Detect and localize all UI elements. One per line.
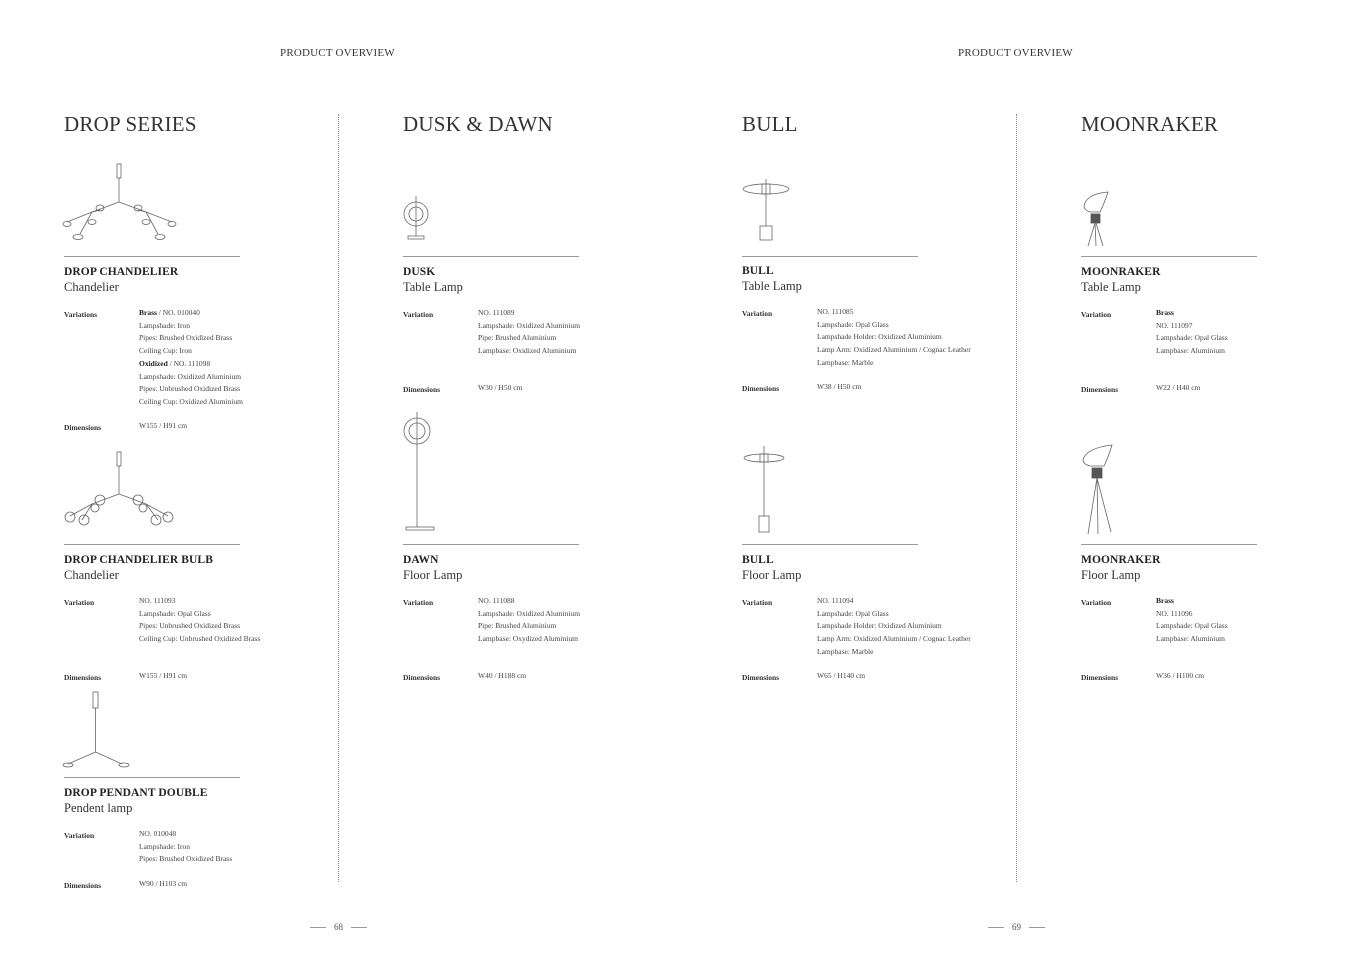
dimensions-value: W30 / H50 cm [478, 383, 523, 392]
dimensions-label: Dimensions [1081, 673, 1119, 682]
page-number-right [988, 922, 1045, 932]
spec-line: NO. 111094 [817, 596, 854, 605]
page-number-text: 68 [334, 922, 343, 932]
dimensions-value: W22 / H40 cm [1156, 383, 1201, 392]
finish-label: Brass [1156, 308, 1174, 317]
dawn-floor-lamp-illustration [400, 410, 440, 535]
variant-number: / NO. 010040 [156, 308, 200, 317]
product-name: DROP PENDANT DOUBLE [64, 787, 208, 799]
finish-label: Brass [139, 308, 157, 317]
product-rule [1081, 544, 1257, 545]
moonraker-floor-lamp-illustration [1080, 444, 1120, 536]
product-type: Table Lamp [403, 280, 463, 294]
variation-details [1156, 307, 1228, 358]
product-name: MOONRAKER [1081, 554, 1161, 566]
spec-line: Pipes: Brushed Oxidized Brass [139, 854, 233, 864]
product-type: Chandelier [64, 568, 119, 582]
dimensions-label: Dimensions [64, 423, 102, 432]
variation-label: Variation [64, 598, 95, 607]
spec-line: Ceiling Cup: Iron [139, 346, 192, 356]
variation-details [139, 828, 232, 866]
spec-line: Lampshade: Oxidized Aluminium [139, 371, 242, 381]
finish-label: Oxidized [139, 358, 168, 368]
spec-line: NO. 111088 [478, 596, 515, 605]
spec-line: Lamp Arm: Oxidized Aluminium / Cognac Leather [817, 634, 971, 644]
spec-line: Lampshade: Oxidized Aluminium [478, 320, 581, 330]
dimensions-label: Dimensions [403, 385, 441, 394]
dimensions-value: W155 / H91 cm [139, 671, 188, 680]
spec-line: NO. 111093 [139, 596, 176, 605]
dusk-table-lamp-illustration [400, 192, 434, 242]
page-number-dash [1029, 927, 1045, 928]
finish-label: Brass [1156, 596, 1174, 605]
dimensions-value: W36 / H100 cm [1156, 671, 1205, 680]
spec-line: Pipes: Brushed Oxidized Brass [139, 333, 233, 343]
product-name: DROP CHANDELIER BULB [64, 554, 213, 566]
spec-line: Lampbase: Oxydized Aluminium [478, 634, 578, 644]
dimensions-value: W155 / H91 cm [139, 421, 188, 430]
dimensions-value: W90 / H103 cm [139, 879, 188, 888]
spec-line: Lampbase: Marble [817, 646, 874, 656]
product-name: DROP CHANDELIER [64, 266, 179, 278]
dimensions-value: W65 / H140 cm [817, 671, 866, 680]
spec-line: NO. 111085 [817, 307, 854, 316]
spec-line: Lampshade Holder: Oxidized Aluminium [817, 332, 942, 342]
spec-line: Pipe: Brushed Aluminium [478, 621, 557, 631]
spec-line: Lampbase: Aluminium [1156, 346, 1225, 356]
variation-details [817, 306, 971, 370]
dimensions-value: W40 / H188 cm [478, 671, 527, 680]
moonraker-table-lamp-illustration [1080, 190, 1116, 248]
spec-line: Pipes: Unbrushed Oxidized Brass [139, 384, 241, 394]
variation-details [1156, 595, 1228, 646]
product-type: Chandelier [64, 280, 119, 294]
dimensions-label: Dimensions [742, 673, 780, 682]
product-type: Pendent lamp [64, 801, 133, 815]
variation-details [139, 307, 243, 409]
page-number-text: 69 [1012, 922, 1021, 932]
page-number-dash [351, 927, 367, 928]
spec-line: Lampshade: Opal Glass [817, 608, 889, 618]
spec-line: Lampshade: Opal Glass [139, 608, 211, 618]
header-left: PRODUCT OVERVIEW [280, 47, 395, 59]
variation-label: Variation [742, 598, 773, 607]
page-number-left [310, 922, 367, 932]
variation-label: Variation [403, 598, 434, 607]
spec-line: NO. 111089 [478, 308, 515, 317]
series-title-bull: BULL [742, 112, 798, 136]
variation-label: Variation [1081, 598, 1112, 607]
spec-line: Lampbase: Oxidized Aluminium [478, 346, 577, 356]
spec-line: NO. 111097 [1156, 320, 1193, 330]
product-type: Floor Lamp [403, 568, 463, 582]
page-number-dash [988, 927, 1004, 928]
dimensions-label: Dimensions [742, 384, 780, 393]
dimensions-label: Dimensions [1081, 385, 1119, 394]
spec-line: NO. 010048 [139, 829, 177, 838]
variant-number: / NO. 111098 [167, 358, 211, 368]
page-number-dash [310, 927, 326, 928]
column-divider-right [1016, 114, 1017, 882]
spec-line: Ceiling Cup: Unbrushed Oxidized Brass [139, 634, 261, 644]
variation-label: Variation [403, 310, 434, 319]
spec-line: Lampshade Holder: Oxidized Aluminium [817, 621, 942, 631]
spec-line: Lampshade: Iron [139, 320, 191, 330]
variation-label: Variations [64, 310, 98, 319]
product-rule [742, 256, 918, 257]
product-rule [64, 256, 240, 257]
series-title-drop: DROP SERIES [64, 112, 197, 136]
series-title-moonraker: MOONRAKER [1081, 112, 1219, 136]
product-rule [403, 256, 579, 257]
product-name: MOONRAKER [1081, 266, 1161, 278]
product-name: BULL [742, 265, 774, 277]
product-rule [1081, 256, 1257, 257]
bull-table-lamp-illustration [740, 176, 792, 244]
spec-line: Pipe: Brushed Aluminium [478, 333, 557, 343]
series-title-dusk-dawn: DUSK & DAWN [403, 112, 553, 136]
variation-label: Variation [1081, 310, 1112, 319]
drop-chandelier-illustration [62, 162, 182, 244]
spec-line: NO. 111096 [1156, 608, 1193, 618]
variation-details [139, 595, 260, 646]
spec-line: Lampshade: Opal Glass [817, 319, 889, 329]
variation-label: Variation [742, 309, 773, 318]
product-name: BULL [742, 554, 774, 566]
product-rule [403, 544, 579, 545]
variation-details [478, 307, 580, 358]
variation-details [817, 595, 971, 659]
dimensions-label: Dimensions [64, 881, 102, 890]
dimensions-label: Dimensions [64, 673, 102, 682]
spec-line: Lampbase: Marble [817, 357, 874, 367]
drop-pendant-double-illustration [62, 690, 132, 770]
spec-line: Lampshade: Opal Glass [1156, 333, 1228, 343]
product-rule [64, 544, 240, 545]
dimensions-label: Dimensions [403, 673, 441, 682]
spec-line: Ceiling Cup: Oxidized Aluminium [139, 396, 243, 406]
product-name: DUSK [403, 266, 436, 278]
spec-line: Lampshade: Opal Glass [1156, 621, 1228, 631]
spec-line: Lampshade: Iron [139, 841, 191, 851]
header-right: PRODUCT OVERVIEW [958, 47, 1073, 59]
spec-line: Lampshade: Oxidized Aluminium [478, 608, 581, 618]
product-name: DAWN [403, 554, 439, 566]
column-divider-left [338, 114, 339, 882]
spec-line: Pipes: Unbrushed Oxidized Brass [139, 621, 241, 631]
variation-label: Variation [64, 831, 95, 840]
dimensions-value: W38 / H50 cm [817, 382, 862, 391]
product-rule [742, 544, 918, 545]
product-type: Floor Lamp [1081, 568, 1141, 582]
product-type: Floor Lamp [742, 568, 802, 582]
product-rule [64, 777, 240, 778]
spec-line: Lampbase: Aluminium [1156, 634, 1225, 644]
variation-details [478, 595, 580, 646]
product-type: Table Lamp [1081, 280, 1141, 294]
drop-chandelier-bulb-illustration [62, 450, 182, 530]
bull-floor-lamp-illustration [740, 444, 790, 536]
spec-line: Lamp Arm: Oxidized Aluminium / Cognac Leather [817, 345, 971, 355]
product-type: Table Lamp [742, 279, 802, 293]
